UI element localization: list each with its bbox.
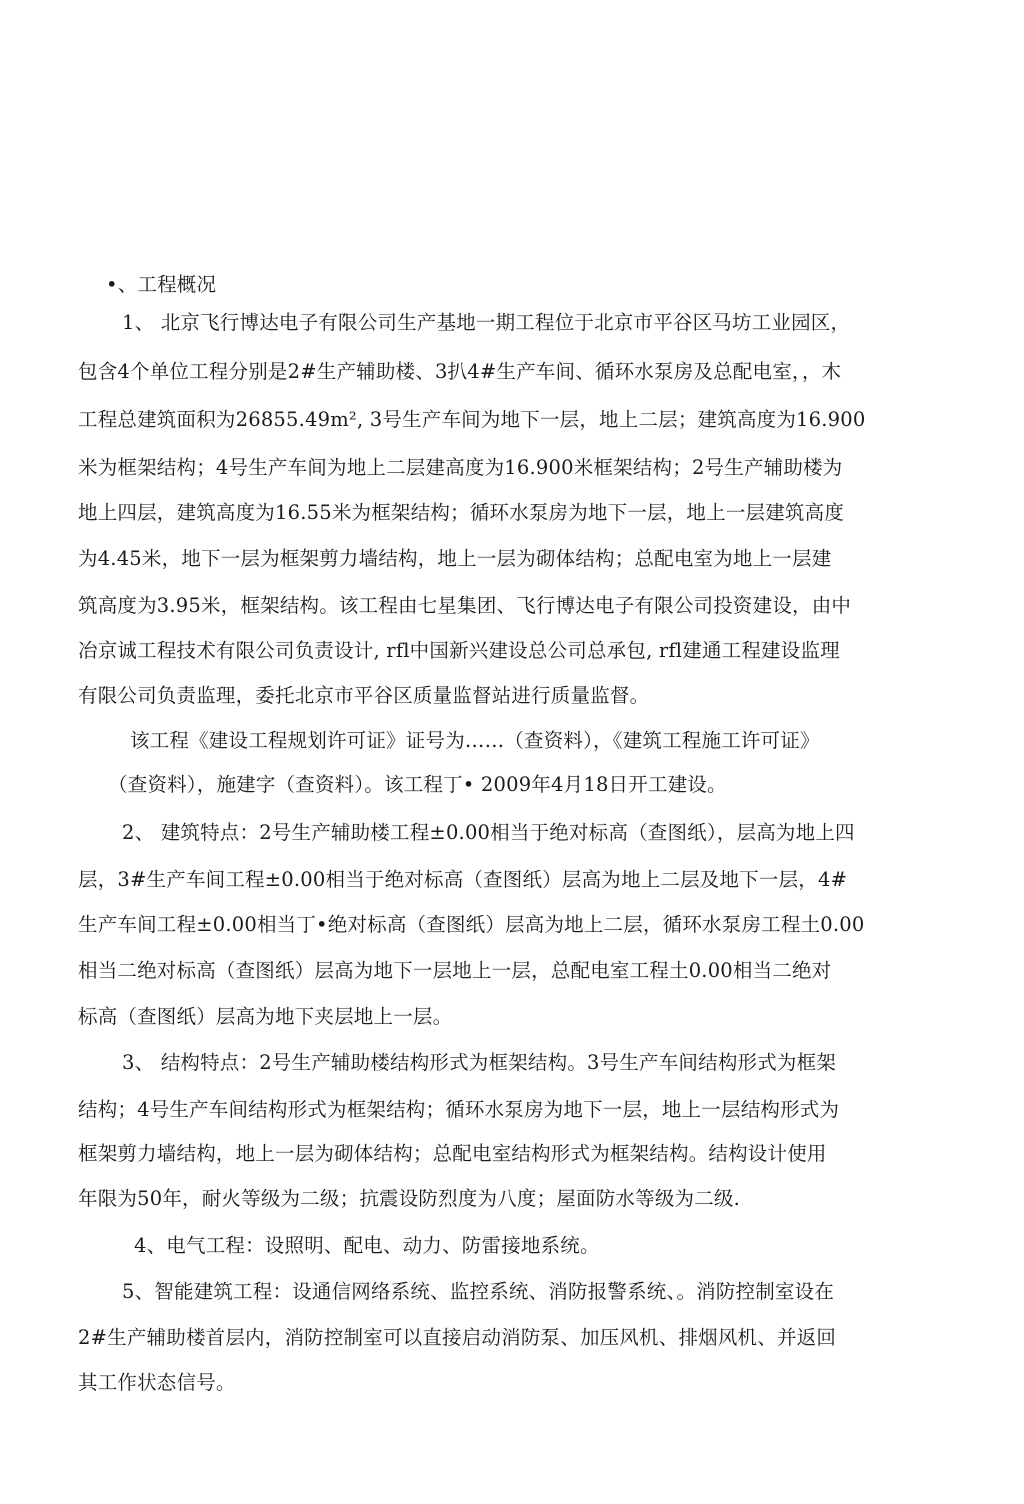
paragraph-line: 框架剪力墙结构，地上一层为砌体结构；总配电室结构形式为框架结构。结构设计使用 bbox=[78, 1142, 827, 1165]
paragraph-line: 2#生产辅助楼首层内，消防控制室可以直接启动消防泵、加压风机、排烟风机、并返回 bbox=[78, 1326, 837, 1349]
paragraph-line: 相当二绝对标高（查图纸）层高为地下一层地上一层，总配电室工程土0.00相当二绝对 bbox=[78, 959, 832, 982]
paragraph-line: 冶京诚工程技术有限公司负责设计, rfl中国新兴建设总公司总承包, rfl建通工程建设监理 bbox=[78, 639, 840, 662]
paragraph-line: 结构；4号生产车间结构形式为框架结构；循环水泵房为地下一层，地上一层结构形式为 bbox=[78, 1098, 840, 1121]
paragraph-line: 标高（查图纸）层高为地下夹层地上一层。 bbox=[78, 1005, 453, 1028]
paragraph-line: 该工程《建设工程规划许可证》证号为……（查资料），《建筑工程施工许可证》 bbox=[130, 729, 820, 752]
paragraph-line: 层，3#生产车间工程±0.00相当于绝对标高（查图纸）层高为地上二层及地下一层，4# bbox=[78, 868, 848, 891]
paragraph-line: 地上四层，建筑高度为16.55米为框架结构；循环水泵房为地下一层，地上一层建筑高度 bbox=[78, 501, 845, 524]
paragraph-line: 4、电气工程：设照明、配电、动力、防雷接地系统。 bbox=[134, 1234, 600, 1257]
paragraph-line: 3、 结构特点：2号生产辅助楼结构形式为框架结构。3号生产车间结构形式为框架 bbox=[122, 1051, 837, 1074]
paragraph-line: 工程总建筑面积为26855.49m², 3号生产车间为地下一层，地上二层；建筑高度为16.900 bbox=[78, 408, 866, 431]
paragraph-line: 5、智能建筑工程：设通信网络系统、监控系统、消防报警系统、。消防控制室设在 bbox=[122, 1280, 835, 1303]
section-heading: •、工程概况 bbox=[106, 273, 217, 296]
paragraph-line: 2、 建筑特点：2号生产辅助楼工程±0.00相当于绝对标高（查图纸），层高为地上四 bbox=[122, 821, 855, 844]
paragraph-line: 为4.45米，地下一层为框架剪力墙结构，地上一层为砌体结构；总配电室为地上一层建 bbox=[78, 547, 832, 570]
paragraph-line: 其工作状态信号。 bbox=[78, 1371, 236, 1394]
paragraph-line: 有限公司负责监理，委托北京市平谷区质量监督站进行质量监督。 bbox=[78, 684, 650, 707]
paragraph-line: 生产车间工程±0.00相当丁•绝对标高（查图纸）层高为地上二层，循环水泵房工程土0.00 bbox=[78, 913, 865, 936]
paragraph-line: 年限为50年，耐火等级为二级；抗震设防烈度为八度；屋面防水等级为二级. bbox=[78, 1187, 741, 1210]
paragraph-line: 米为框架结构；4号生产车间为地上二层建高度为16.900米框架结构；2号生产辅助楼为 bbox=[78, 456, 843, 479]
paragraph-line: 筑高度为3.95米，框架结构。该工程由七星集团、飞行博达电子有限公司投资建设，由中 bbox=[78, 594, 852, 617]
paragraph-line: （查资料），施建字（查资料）。该工程丁• 2009年4月18日开工建设。 bbox=[108, 773, 727, 796]
paragraph-line: 1、 北京飞行博达电子有限公司生产基地一期工程位于北京市平谷区马坊工业园区， bbox=[122, 311, 851, 334]
paragraph-line: 包含4个单位工程分别是2#生产辅助楼、3扒4#生产车间、循环水泵房及总配电室，，木 bbox=[78, 360, 842, 383]
